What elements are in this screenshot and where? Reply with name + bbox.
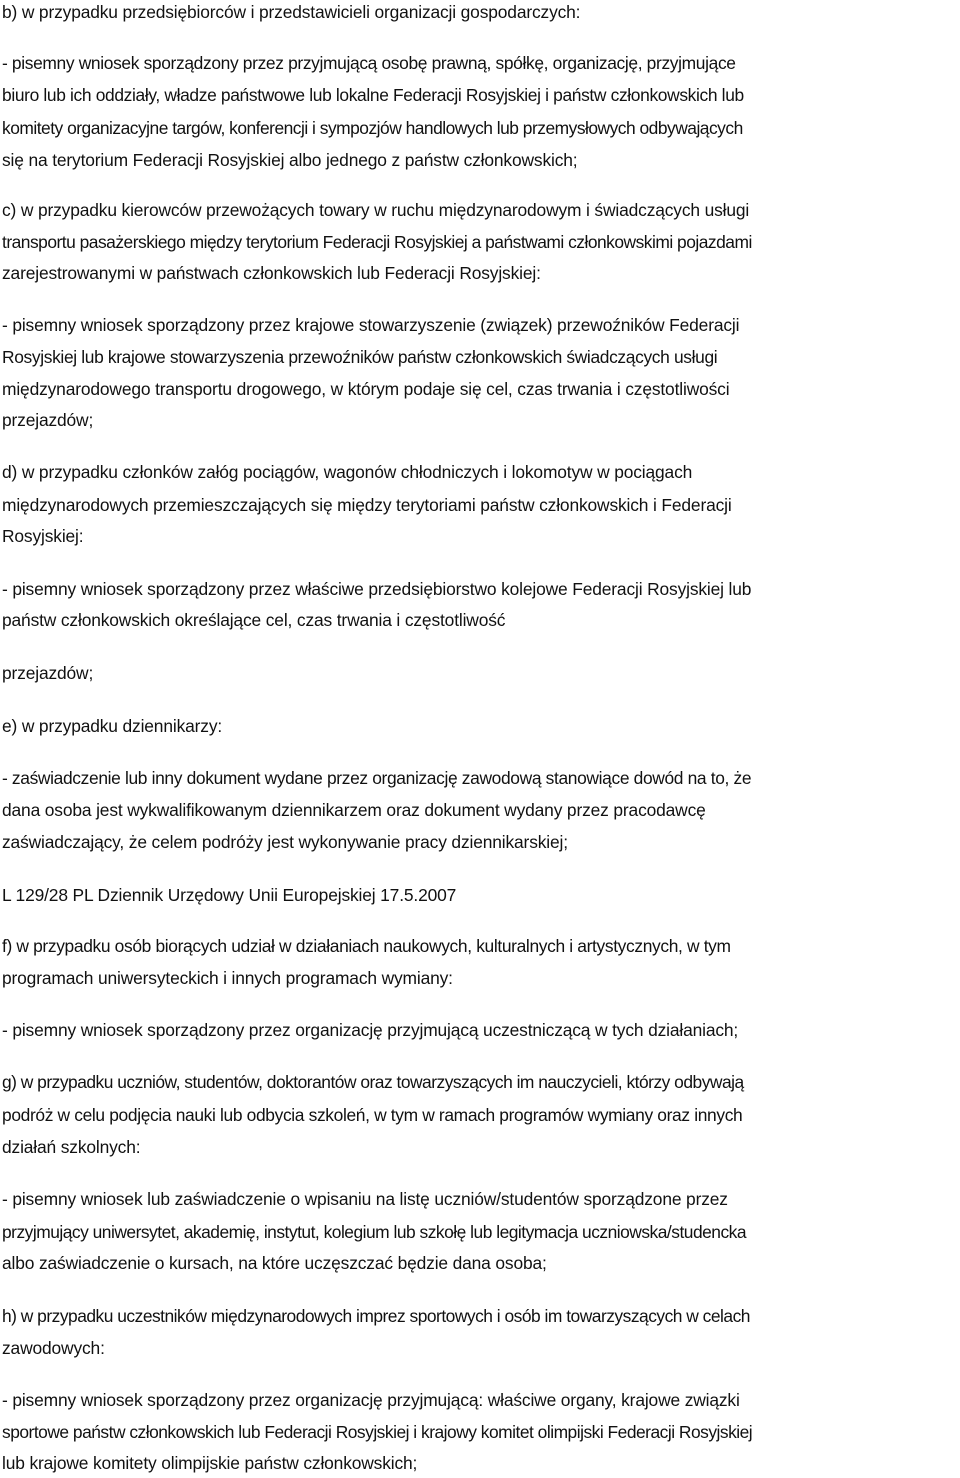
section-h-paragraph-line: sportowe państw członkowskich lub Federacji Rosyjskiej i krajowy komitet olimpijski Federacji Rosyjskiej [2, 1422, 753, 1442]
section-d-paragraph-line: przejazdów; [2, 663, 94, 683]
section-g-heading-line: g) w przypadku uczniów, studentów, doktorantów oraz towarzyszących im nauczycieli, którzy odbywają [2, 1072, 744, 1092]
section-b-paragraph-line: się na terytorium Federacji Rosyjskiej albo jednego z państw członkowskich; [2, 150, 578, 170]
section-f-heading-line: f) w przypadku osób biorących udział w działaniach naukowych, kulturalnych i artystycznych, w tym [2, 936, 731, 956]
section-h-heading-line: h) w przypadku uczestników międzynarodowych imprez sportowych i osób im towarzyszących w celach [2, 1306, 750, 1326]
section-e-heading: e) w przypadku dziennikarzy: [2, 716, 223, 736]
section-f-heading-line: programach uniwersyteckich i innych programach wymiany: [2, 968, 453, 988]
section-c-heading-line: transportu pasażerskiego między terytorium Federacji Rosyjskiej a państwami członkowskimi pojazdami [2, 232, 752, 252]
section-g-heading-line: podróż w celu podjęcia nauki lub odbycia szkoleń, w tym w ramach programów wymiany oraz innych [2, 1105, 743, 1125]
section-g-paragraph-line: - pisemny wniosek lub zaświadczenie o wpisaniu na listę uczniów/studentów sporządzone przez [2, 1189, 728, 1209]
section-c-paragraph-line: międzynarodowego transportu drogowego, w którym podaje się cel, czas trwania i częstotliwości [2, 379, 730, 399]
section-c-paragraph-line: Rosyjskiej lub krajowe stowarzyszenia przewoźników państw członkowskich świadczących usługi [2, 347, 718, 367]
section-d-paragraph-line: państw członkowskich określające cel, czas trwania i częstotliwość [2, 610, 506, 630]
section-g-paragraph-line: albo zaświadczenie o kursach, na które uczęszczać będzie dana osoba; [2, 1253, 547, 1273]
page-footer-reference: L 129/28 PL Dziennik Urzędowy Unii Europejskiej 17.5.2007 [2, 885, 457, 905]
section-c-paragraph-line: - pisemny wniosek sporządzony przez krajowe stowarzyszenie (związek) przewoźników Federacji [2, 315, 740, 335]
section-e-paragraph-line: - zaświadczenie lub inny dokument wydane przez organizację zawodową stanowiące dowód na to, że [2, 768, 752, 788]
section-d-heading-line: d) w przypadku członków załóg pociągów, wagonów chłodniczych i lokomotyw w pociągach [2, 462, 693, 482]
section-h-paragraph-line: - pisemny wniosek sporządzony przez organizację przyjmującą: właściwe organy, krajowe związki [2, 1390, 740, 1410]
section-h-paragraph-line: lub krajowe komitety olimpijskie państw członkowskich; [2, 1453, 418, 1473]
section-e-paragraph-line: dana osoba jest wykwalifikowanym dziennikarzem oraz dokument wydany przez pracodawcę [2, 800, 706, 820]
section-g-heading-line: działań szkolnych: [2, 1137, 141, 1157]
section-h-heading-line: zawodowych: [2, 1338, 105, 1358]
section-e-paragraph-line: zaświadczający, że celem podróży jest wykonywanie pracy dziennikarskiej; [2, 832, 568, 852]
section-d-heading-line: Rosyjskiej: [2, 526, 84, 546]
section-b-paragraph-line: biuro lub ich oddziały, władze państwowe lub lokalne Federacji Rosyjskiej i państw członkowskich lub [2, 85, 744, 105]
section-c-paragraph-line: przejazdów; [2, 410, 94, 430]
section-b-heading: b) w przypadku przedsiębiorców i przedstawicieli organizacji gospodarczych: [2, 2, 581, 22]
section-g-paragraph-line: przyjmujący uniwersytet, akademię, instytut, kolegium lub szkołę lub legitymacja uczniowska/studencka [2, 1222, 747, 1242]
section-d-paragraph-line: - pisemny wniosek sporządzony przez właściwe przedsiębiorstwo kolejowe Federacji Rosyjskiej lub [2, 579, 752, 599]
section-f-paragraph-line: - pisemny wniosek sporządzony przez organizację przyjmującą uczestniczącą w tych działaniach; [2, 1020, 739, 1040]
section-b-paragraph-line: komitety organizacyjne targów, konferencji i sympozjów handlowych lub przemysłowych odbywających [2, 118, 743, 138]
section-b-paragraph-line: - pisemny wniosek sporządzony przez przyjmującą osobę prawną, spółkę, organizację, przyjmujące [2, 53, 736, 73]
section-c-heading-line: zarejestrowanymi w państwach członkowskich lub Federacji Rosyjskiej: [2, 263, 541, 283]
section-d-heading-line: międzynarodowych przemieszczających się między terytoriami państw członkowskich i Federacji [2, 495, 732, 515]
section-c-heading-line: c) w przypadku kierowców przewożących towary w ruchu międzynarodowym i świadczących usługi [2, 200, 750, 220]
